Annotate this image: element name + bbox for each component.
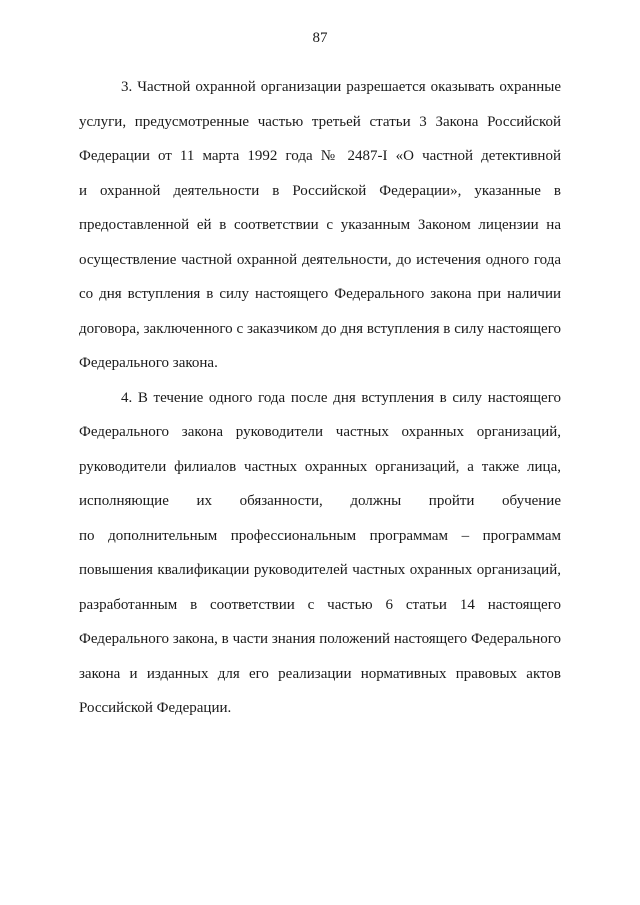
text-line: закона и изданных для его реализации нормативных правовых актов — [79, 665, 561, 682]
text-line: Федерального закона, в части знания положений настоящего Федерального — [79, 631, 561, 647]
text-line: осуществление частной охранной деятельности, до истечения одного года — [79, 251, 561, 268]
text-line: исполняющие их обязанности, должны пройти обучение — [79, 493, 561, 509]
text-line: Федерального закона руководители частных охранных организаций, — [79, 424, 561, 440]
text-line: 3. Частной охранной организации разрешается оказывать охранные — [121, 79, 561, 95]
text-line: 4. В течение одного года после дня вступления в силу настоящего — [121, 389, 561, 406]
text-line: Федерации от 11 марта 1992 года № 2487-I «О частной детективной — [79, 148, 561, 164]
page-number: 87 — [312, 30, 328, 46]
text-line: и охранной деятельности в Российской Федерации», указанные в — [79, 182, 561, 199]
text-line: Российской Федерации. — [79, 700, 232, 716]
document-body — [79, 70, 561, 726]
paragraph-4 — [79, 381, 561, 726]
text-line: по дополнительным профессиональным программам – программам — [79, 527, 561, 544]
text-line: услуги, предусмотренные частью третьей статьи 3 Закона Российской — [79, 113, 561, 130]
text-line: руководители филиалов частных охранных организаций, а также лица, — [79, 458, 561, 475]
text-line: со дня вступления в силу настоящего Федерального закона при наличии — [79, 286, 561, 302]
text-line: Федерального закона. — [79, 355, 218, 371]
paragraph-3 — [79, 70, 561, 381]
text-line: повышения квалификации руководителей частных охранных организаций, — [79, 562, 561, 578]
text-line: разработанным в соответствии с частью 6 статьи 14 настоящего — [79, 596, 561, 613]
text-line: договора, заключенного с заказчиком до дня вступления в силу настоящего — [79, 320, 561, 337]
text-line: предоставленной ей в соответствии с указанным Законом лицензии на — [79, 217, 561, 233]
